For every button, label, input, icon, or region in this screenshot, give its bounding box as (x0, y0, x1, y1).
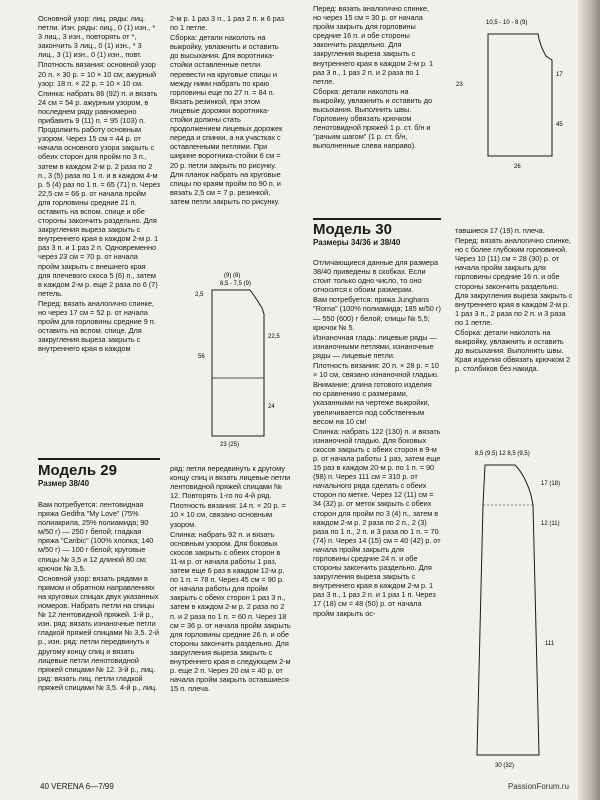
pattern-diagram-2 (448, 6, 568, 196)
model-30-header (313, 221, 441, 248)
column-5 (313, 258, 441, 788)
model-29-back: Спинка: набрать 92 п. и вязать основным узором. Для боковых скосов закрыть с обеих сторон в 11-м р. от начала работы 1 раз, затем еще 6 раз в каждом 12-м р. по 1 п. = 78 п. Через 45 см = 90 р. от начала работы для пройм закрыть с обеих сторон 1 раз 3 п., затем в каждом 2-м р. 2 раза по 2 п. и 2 раза по 1 п. = 60 п. Через 18 см = 36 р. от начала пройм закрыть для горловины средние 26 п. и обе стороны закончить раздельно. Для закругления выреза закрыть с внутреннего края в следующем 2-м р. еще 2 п. Через 20 см = 40 р. от начала пройм закрыть оставшиеся 15 п. плеча. (170, 529, 291, 694)
model-29-materials: Вам потребуется: лентовидная пряжа Gedifra "My Love" (75% полиакрила, 25% полиамида; 90 м/50 г) — 250 г белой; гладкая пряжа "Caribic" (100% хлопка; 140 м/50 г) — 100 г белой; круговые спицы № 3,5 и 12 длиной 80 см; крючок № 3,5. (38, 500, 154, 573)
diagram-1-side-label-2: 56 (198, 354, 205, 360)
model-29-title: Модель 29 (38, 462, 117, 479)
gauge-text: Плотность вязания: основной узор 20 п. × 30 р. = 10 × 10 см; ажурный узор: 18 п. × 22 р. = 10 × 10 см. (38, 60, 157, 88)
pattern-diagram-1 (190, 268, 295, 453)
column-3 (313, 4, 435, 214)
diagram-1-side-label-1: 2,5 (195, 292, 204, 298)
diagram-2-side-label-1: 23 (456, 82, 463, 88)
model-30-intro: Отличающиеся данные для размера 38/40 приведены в скобках. Если стоит только одно число, то оно относится к обоим размерам. (313, 258, 439, 295)
model-29-size: Размер 38/40 (38, 479, 90, 488)
diagram-1-top-label: (9) (8) (224, 273, 241, 279)
model-30-size: Размеры 34/36 и 38/40 (313, 238, 401, 247)
model-30-rule (313, 218, 441, 220)
column-2 (170, 14, 288, 259)
column-2-bottom (170, 464, 292, 769)
diagram-2-bottom-label: 26 (514, 164, 521, 170)
pattern-diagram-3 (455, 445, 577, 775)
diagram-1-side-label-3: 22,5 (268, 334, 280, 340)
diagram-3-side-label-1: 17 (18) (541, 481, 561, 487)
diagram-3-side-label-3: 111 (545, 641, 555, 647)
assembly-text-model28: Сборка: детали наколоть на выкройку, увлажнить и оставить до высыхания. Выполнить швы. Горловину обвязать крючком ленотовидной пряжей 1 р. ст. б/н и "рачьим шагом" (1 р. ст. б/н, выполненные слева направо). (313, 86, 433, 151)
model-29-pattern: Основной узор: вязать рядами в прямом и обратном направлениях на круговых спицах двух указанных номеров. Набрать петли на спицы № 12 лентовидной пряжей. 1-й р., изн. ряд: вязать изнаночные петли гладкой пряжей спицами № 3,5. 2-й р., изн. ряд: петли передвинуть к другому концу спиц и вязать лицевые петли ленотовидной пряжей спицами № 12. 3-й р., лиц. ряд: вязать лиц. петли гладкой пряжей спицами № 3,5. 4-й р., лиц. (38, 573, 159, 692)
diagram-1-outline (212, 290, 264, 436)
model-29-gauge: Плотность вязания: 14 п. × 20 р. = 10 × 10 см, связано основным узором. (170, 501, 286, 529)
model-30-front: Перед: вязать аналогично спинке, но с более глубоким горловиной. Через 10 (11) см = 28 (30) р. от начала пройм закрыть для горловины средние 16 п. и обе стороны закончить раздельно. Для закругления выреза закрыть с внутреннего края в каждом 2-м р. 1 раз 3 п., 2 раза по 2 п. и 3 раза по 1 петле. (455, 236, 573, 327)
diagram-3-bottom-label: 30 (32) (495, 763, 515, 769)
model-30-attention: Внимание: длина готового изделия по сравнению с размерами, указанными на чертеже выкройки, увеличивается под собственным весом на 10 см! (313, 380, 432, 426)
watermark: PassionForum.ru (508, 782, 569, 791)
diagram-2-side-label-2: 17 (556, 72, 563, 78)
model-30-shoulder: тавшиеся 17 (19) п. плеча. (455, 226, 545, 235)
model-29-pattern-cont: ряд: петли передвинуть к другому концу спиц и вязать лицевые петли лентовидной пряжей спицами № 12. Повторять 1-го по 4-й ряд. (170, 464, 291, 501)
diagram-3-side-label-2: 12 (11) (541, 521, 560, 527)
model-29-rule (38, 458, 160, 460)
diagram-2-outline (488, 34, 552, 156)
page-footer: 40 VERENA 6—7/99 (40, 782, 114, 791)
neck-text: 2-м р. 1 раз 3 п., 1 раз 2 п. и 6 раз по 1 петле. (170, 14, 285, 33)
diagram-3-top-label: 8,5 (9,5) 12 8,5 (9,5) (475, 451, 530, 457)
diagram-2-top-label: 10,5 - 10 - 8 (9) (486, 20, 528, 26)
diagram-1-bottom-label: 23 (25) (220, 442, 240, 448)
diagram-1-side-label-4: 24 (268, 404, 275, 410)
diagram-2-side-label-3: 45 (556, 122, 563, 128)
model-30-assembly: Сборка: детали наколоть на выкройку, увлажнить и оставить до высыхания. Выполнить швы. Края изделия обвязать крючком 2 р. столбиков без накида. (455, 328, 571, 374)
model-30-gauge: Плотность вязания: 20 п. × 28 р. = 10 × 10 см, связано изнаночной гладью. (313, 361, 439, 380)
back-text: Спинка: набрать 86 (92) п. и вязать 24 см = 54 р. ажурным узором, в последнем ряду равномерно прибавить 9 (11) п. = 95 (103) п. Продолжить работу основным узором. Через 15 см = 44 р. от начала основного узора закрыть с обеих сторон для пройм по 3 п., затем в каждом 2-м р. 2 раза по 2 п., 3 (5) раза по 1 п. и в каждом 4-м р. 5 (4) раз по 1 п. = 65 (71) п. Через 22,5 см = 66 р. от начала пройм для горловины средние 21 п. оставить на вспом. спице и обе стороны закончить раздельно. Для закругления выреза закрыть с внутреннего края в каждом 2-м р. 1 раз 3 п. и 1 раз 2 п. Одновременно через 23 см = 70 р. от начала пройм закрыть с внешнего края для плечевого скоса 5 (6) п., затем в каждом 2-м р. еще 2 раза по 6 (7) петель. (38, 88, 160, 298)
model-30-materials: Вам потребуется: пряжа Junghans "Roma" (100% полиамида; 185 м/50 г) — 550 (600) г белой; спицы № 5,5; крючок № 5. (313, 295, 441, 332)
page-binding-shadow (578, 0, 600, 800)
column-6 (455, 226, 573, 431)
front-text: Перед: вязать аналогично спинке, но через 17 см = 52 р. от начала пройм для горловины средние 9 п. оставить на вспом. спице. Для закругления выреза закрыть с внутреннего края в каждом (38, 298, 156, 354)
model-30-back: Спинка: набрать 122 (130) п. и вязать изнаночной гладью. Для боковых скосов закрыть с обеих сторон в 9-м р. от начала работы 1 раз, затем еще 15 раз в каждом 20-м р. по 1 п. = 90 (98) п. Через 111 см = 310 р. от начального ряда сделать с обеих сторон по метке. Через 12 (11) см = 34 (32) р. от меток закрыть с обеих сторон для пройм по 3 (4) п., затем в каждом 2-м р. 2 раза по 2 п., 2 (3) раза по 1 п., 2 п. и 3 раза по 1 п. = 70 (74) п. Через 14 (15) см = 40 (42) р. от начала пройм закрыть для горловины средние 24 п. и обе стороны закончить раздельно. Для закругления выреза закрыть с внутреннего края в каждом 2-м р. 1 раз 3 п., 1 раз 2 п. и 1 раз 1 п. Через 17 (18) см = 48 (50) р. от начала пройм закрыть ос- (313, 426, 441, 618)
column-1-bottom (38, 500, 160, 768)
model-29-header (38, 462, 160, 489)
pattern-text: Основной узор: лиц. ряды: лиц. петли. Изн. ряды: лиц., 0 (1) изн., * 3 лиц., 3 изн., повторять от *, закончить 3 лиц., 0 (1) изн., * 3 лиц., 3 (1) изн., 0 (1) изн., повт. (38, 14, 156, 60)
column-1 (38, 14, 160, 454)
front-text-model28: Перед: вязать аналогично спинке, но через 15 см = 30 р. от начала пройм закрыть для горловины средние 16 п. и обе стороны закончить раздельно. Для закругления выреза закрыть с внутреннего края в каждом 2-м р. 1 раз 3 п., 1 раз 2 п. и 2 раза по 1 петле. (313, 4, 434, 86)
diagram-1-top-label-2: 8,5 - 7,5 (9) (220, 281, 252, 287)
model-30-stitch: Изнаночная гладь: лицевые ряды — изнаночными петлями, изнаночные ряды — лицевые петли. (313, 332, 437, 360)
assembly-text: Сборка: детали наколоть на выкройку, увлажнить и оставить до высыхания. Для воротника-стойки оставленные петли перевести на круговые спицы и между ними набрать по краю горловины еще по 27 п. = 84 п. Вязать резинкой, при этом лицевые дорожки воротника-стойки должны стать продолжением лицевых дорожек переда и спинки, а на участках с оставленными петлями. При ширине воротника-стойки 6 см = 20 р. петли закрыть по рисунку. Для планок набрать на круговые спицы по краям пройм по 90 п. и вязать 2,5 см = 7 р. резинкой, затем петли закрыть по рисунку. (170, 33, 283, 206)
model-30-title: Модель 30 (313, 221, 392, 238)
diagram-3-outline (477, 465, 539, 755)
